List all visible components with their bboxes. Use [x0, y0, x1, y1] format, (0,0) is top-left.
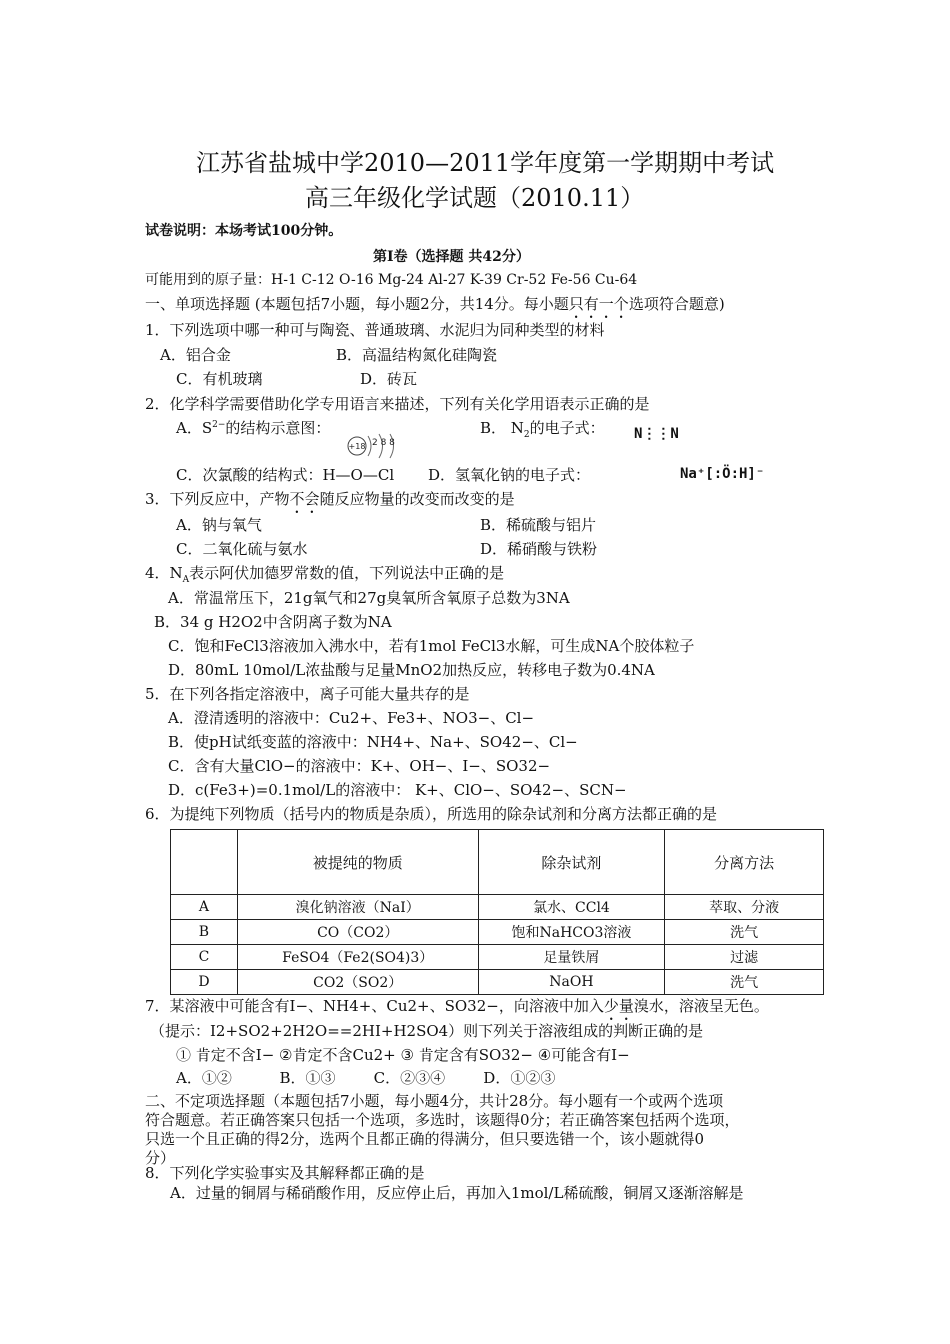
table-cell: 萃取、分液 — [665, 895, 824, 920]
q7-hint: （提示：I2+SO2+2H2O==2HI+H2SO4）则下列关于溶液组成的判断正确的是 — [150, 1022, 704, 1040]
q8-option-a: A．过量的铜屑与稀硝酸作用，反应停止后，再加入1mol/L稀硫酸，铜屑又逐渐溶解是 — [170, 1184, 744, 1202]
q4-option-a: A．常温常压下，21g氧气和27g臭氧所含氧原子总数为3NA — [168, 589, 570, 607]
q2-option-d: D．氢氧化钠的电子式： — [428, 466, 591, 484]
q7-stem-post: 溴水，溶液呈无色。 — [633, 997, 769, 1015]
table-cell: 溴化钠溶液（NaI） — [237, 895, 478, 920]
table-header-cell — [171, 830, 238, 895]
q5-option-b: B．使pH试纸变蓝的溶液中：NH4+、Na+、SO42−、Cl− — [168, 733, 578, 751]
table-row — [171, 920, 824, 945]
q3-stem-emph: 不会 — [289, 490, 320, 508]
q2-stem: 2．化学科学需要借助化学专用语言来描述，下列有关化学用语表示正确的是 — [145, 395, 650, 413]
table-cell: 洗气 — [665, 970, 824, 995]
naoh-electron-formula: Na⁺[:Ö:H]⁻ — [680, 466, 765, 482]
q4-option-b: B．34 g H2O2中含阴离子数为NA — [154, 613, 392, 631]
table-cell: 饱和NaHCO3溶液 — [478, 920, 665, 945]
table-row — [171, 895, 824, 920]
q3-stem-post: 随反应物量的改变而改变的是 — [319, 490, 515, 508]
q3-option-d: D．稀硝酸与铁粉 — [480, 540, 598, 558]
section2-line4: 分） — [145, 1149, 176, 1167]
table-header-cell: 被提纯的物质 — [237, 830, 478, 895]
q1-option-c: C．有机玻璃 — [176, 370, 263, 388]
q4-stem — [145, 563, 504, 583]
q4-option-c: C．饱和FeCl3溶液加入沸水中，若有1mol FeCl3水解，可生成NA个胶体粒子 — [168, 637, 695, 655]
table-cell: FeSO4（Fe2(SO4)3） — [237, 945, 478, 970]
q4-stem-sub: A — [182, 575, 190, 585]
section1-pre: 一、单项选择题 (本题包括7小题，每小题2分，共14分。每小题 — [145, 295, 569, 313]
table-cell: B — [171, 920, 238, 945]
table-header-row — [171, 830, 824, 895]
section2-line1: 二、不定项选择题（本题包括7小题，每小题4分，共计28分。每小题有一个或两个选项 — [145, 1092, 724, 1110]
q3-stem-pre: 3．下列反应中，产物 — [145, 490, 290, 508]
q2-b-post: 的电子式： — [529, 419, 605, 437]
section2-line3: 只选一个且正确的得2分，选两个且都正确的得满分，但只要选错一个，该小题就得0 — [145, 1130, 705, 1148]
table-cell: 足量铁屑 — [478, 945, 665, 970]
table-cell: 过滤 — [665, 945, 824, 970]
q2-a-post: 的结构示意图： — [225, 419, 331, 437]
q6-stem: 6．为提纯下列物质（括号内的物质是杂质），所选用的除杂试剂和分离方法都正确的是 — [145, 805, 718, 823]
table-header-cell: 分离方法 — [665, 830, 824, 895]
section1-emph: 只有一个 — [568, 295, 629, 313]
q2-option-a — [176, 418, 330, 438]
q4-option-d: D．80mL 10mol/L浓盐酸与足量MnO2加热反应，转移电子数为0.4NA — [168, 661, 655, 679]
q3-option-c: C．二氧化硫与氨水 — [176, 540, 308, 558]
q1-option-b: B．高温结构氮化硅陶瓷 — [336, 346, 498, 364]
q2-b-pre: B． N — [480, 419, 524, 437]
shell-counts: 2 8 8 — [372, 438, 395, 448]
q4-stem-pre: 4．N — [145, 564, 183, 582]
q1-option-a: A．铝合金 — [160, 346, 231, 364]
atomic-masses: 可能用到的原子量：H-1 C-12 O-16 Mg-24 Al-27 K-39 Cr-52 Fe-56 Cu-64 — [145, 272, 638, 288]
section2-line2: 符合题意。若正确答案只包括一个选项，多选时，该题得0分；若正确答案包括两个选项， — [145, 1111, 740, 1129]
q3-option-a: A．钠与氧气 — [176, 516, 262, 534]
q7-stem-pre: 7．某溶液中可能含有I−、NH4+、Cu2+、SO32−，向溶液中加入 — [145, 997, 604, 1015]
table-cell: C — [171, 945, 238, 970]
q4-stem-post: 表示阿伏加德罗常数的值，下列说法中正确的是 — [189, 564, 505, 582]
exam-title: 江苏省盐城中学2010—2011学年度第一学期期中考试 — [196, 149, 775, 177]
q8-stem: 8．下列化学实验事实及其解释都正确的是 — [145, 1164, 425, 1182]
table-cell: 洗气 — [665, 920, 824, 945]
exam-subtitle: 高三年级化学试题（2010.11） — [305, 184, 645, 212]
table-cell: NaOH — [478, 970, 665, 995]
q3-stem — [145, 489, 515, 517]
q2-a-sup: 2− — [212, 420, 226, 430]
q1-option-d: D．砖瓦 — [360, 370, 418, 388]
q1-stem: 1．下列选项中哪一种可与陶瓷、普通玻璃、水泥归为同种类型的材料 — [145, 321, 605, 339]
section1-post: 选项符合题意) — [628, 295, 725, 313]
q5-stem: 5．在下列各指定溶液中，离子可能大量共存的是 — [145, 685, 470, 703]
n2-electron-formula: N⋮⋮N — [634, 426, 679, 442]
table-row — [171, 970, 824, 995]
q2-a-pre: A．S — [176, 419, 213, 437]
table-cell: CO（CO2） — [237, 920, 478, 945]
q2-option-b — [480, 418, 605, 438]
q5-option-c: C．含有大量ClO−的溶液中：K+、OH−、I−、SO32− — [168, 757, 551, 775]
table-header-cell: 除杂试剂 — [478, 830, 665, 895]
q7-options: A．①② B．①③ C．②③④ D．①②③ — [176, 1069, 556, 1087]
table-cell: A — [171, 895, 238, 920]
q7-stem-emph: 少量 — [603, 997, 634, 1015]
sulfide-ion-structure-diagram — [344, 428, 406, 464]
exam-note: 试卷说明：本场考试100分钟。 — [145, 223, 343, 239]
table-cell: 氯水、CCl4 — [478, 895, 665, 920]
q3-option-b: B．稀硫酸与铝片 — [480, 516, 597, 534]
q2-option-c: C．次氯酸的结构式：H—O—Cl — [176, 466, 395, 484]
q7-statements: ① 肯定不含I− ②肯定不含Cu2+ ③ 肯定含有SO32− ④可能含有I− — [176, 1046, 630, 1064]
q5-option-d: D．c(Fe3+)=0.1mol/L的溶液中： K+、ClO−、SO42−、SCN− — [168, 781, 627, 799]
purification-table — [170, 829, 824, 995]
q7-stem — [145, 996, 769, 1024]
q2-b-sub: 2 — [523, 430, 530, 440]
section1-heading — [145, 294, 725, 322]
part-heading: 第Ⅰ卷（选择题 共42分） — [373, 249, 530, 265]
table-cell: D — [171, 970, 238, 995]
nucleus-label: +18 — [348, 442, 366, 451]
table-cell: CO2（SO2） — [237, 970, 478, 995]
table-row — [171, 945, 824, 970]
q5-option-a: A．澄清透明的溶液中：Cu2+、Fe3+、NO3−、Cl− — [168, 709, 535, 727]
